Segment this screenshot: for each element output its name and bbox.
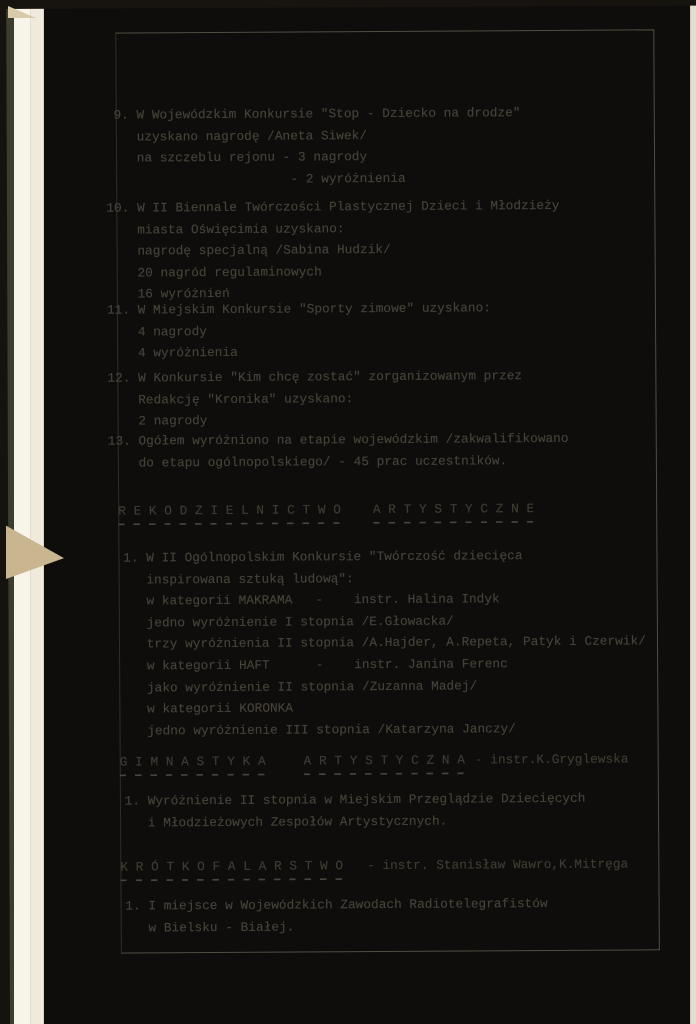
page-edge-band xyxy=(13,0,31,1024)
list-item-11: 11. W Miejskim Konkursie "Sporty zimowe" uzyskano: 4 nagrody 4 wyróżnienia xyxy=(106,300,491,361)
section-heading-gimnastyka xyxy=(120,749,629,776)
heading-word: R E K O D Z I E L N I C T W O xyxy=(118,500,341,525)
section-heading-krotkofalarstwo xyxy=(120,854,628,881)
list-item-13: 13. Ogółem wyróżniono na etapie wojewódzkim /zakwalifikowano do etapu ogólnopolskiego/ - 45 prac uczestników. xyxy=(107,430,569,471)
section-item-gimnastyka-1: 1. Wyróżnienie II stopnia w Miejskim Przeglądzie Dziecięcych i Młodzieżowych Zespołów Artystycznych. xyxy=(116,790,586,831)
heading-word: G I M N A S T Y K A xyxy=(120,752,266,777)
list-item-10: 10. W II Biennale Twórczości Plastycznej Dzieci i Młodzieży miasta Oświęcimia uzyskano: nagrodę specjalną /Sabina Hudzik/ 20 nagród regulaminowych 16 wyróżnień xyxy=(106,197,560,303)
heading-instructor: - instr.K.Gryglewska xyxy=(474,751,629,768)
heading-word: K R Ó T K O F A L A R S T W O xyxy=(120,856,343,881)
list-item-12: 12. W Konkursie "Kim chcę zostać" zorganizowanym przez Redakcję "Kronika" uzyskano: 2 nagrody xyxy=(107,368,523,429)
heading-word: A R T Y S T Y C Z N E xyxy=(373,499,534,524)
section-item-rekodzielnictwo-1: 1. W II Ogólnopolskim Konkursie "Twórczość dziecięca inspirowana sztuką ludową": w kategorii MAKRAMA - instr. Halina Indyk jedno wyróżnienie I stopnia /E.Głowacka/ trzy wyróżnienia II stopnia /A.Hajder, A.Repeta, Patyk i Czerwik/ w kategorii HAFT - instr. Janina Ferenc jako wyróżnienie II stopnia /Zuzanna Madej/ w kategorii KORONKA jedno wyróżnienie III stopnia /Katarzyna Janczy/ xyxy=(115,548,646,739)
heading-instructor: - instr. Stanisław Wawro,K.Mitręga xyxy=(367,856,629,874)
list-item-9: 9. W Wojewódzkim Konkursie "Stop - Dziecko na drodze" uzyskano nagrodę /Aneta Siwek/ na szczeblu rejonu - 3 nagrody - 2 wyróżnienia xyxy=(105,105,521,188)
section-item-krotkofalarstwo-1: 1. I miejsce w Wojewódzkich Zawodach Radiotelegrafistów w Bielsku - Białej. xyxy=(117,895,548,936)
section-heading-rekodzielnictwo xyxy=(118,499,534,526)
page-edge-band-inner xyxy=(31,0,44,1024)
heading-word: A R T Y S T Y C Z N A xyxy=(304,750,465,775)
page-right-edge xyxy=(690,0,696,1024)
